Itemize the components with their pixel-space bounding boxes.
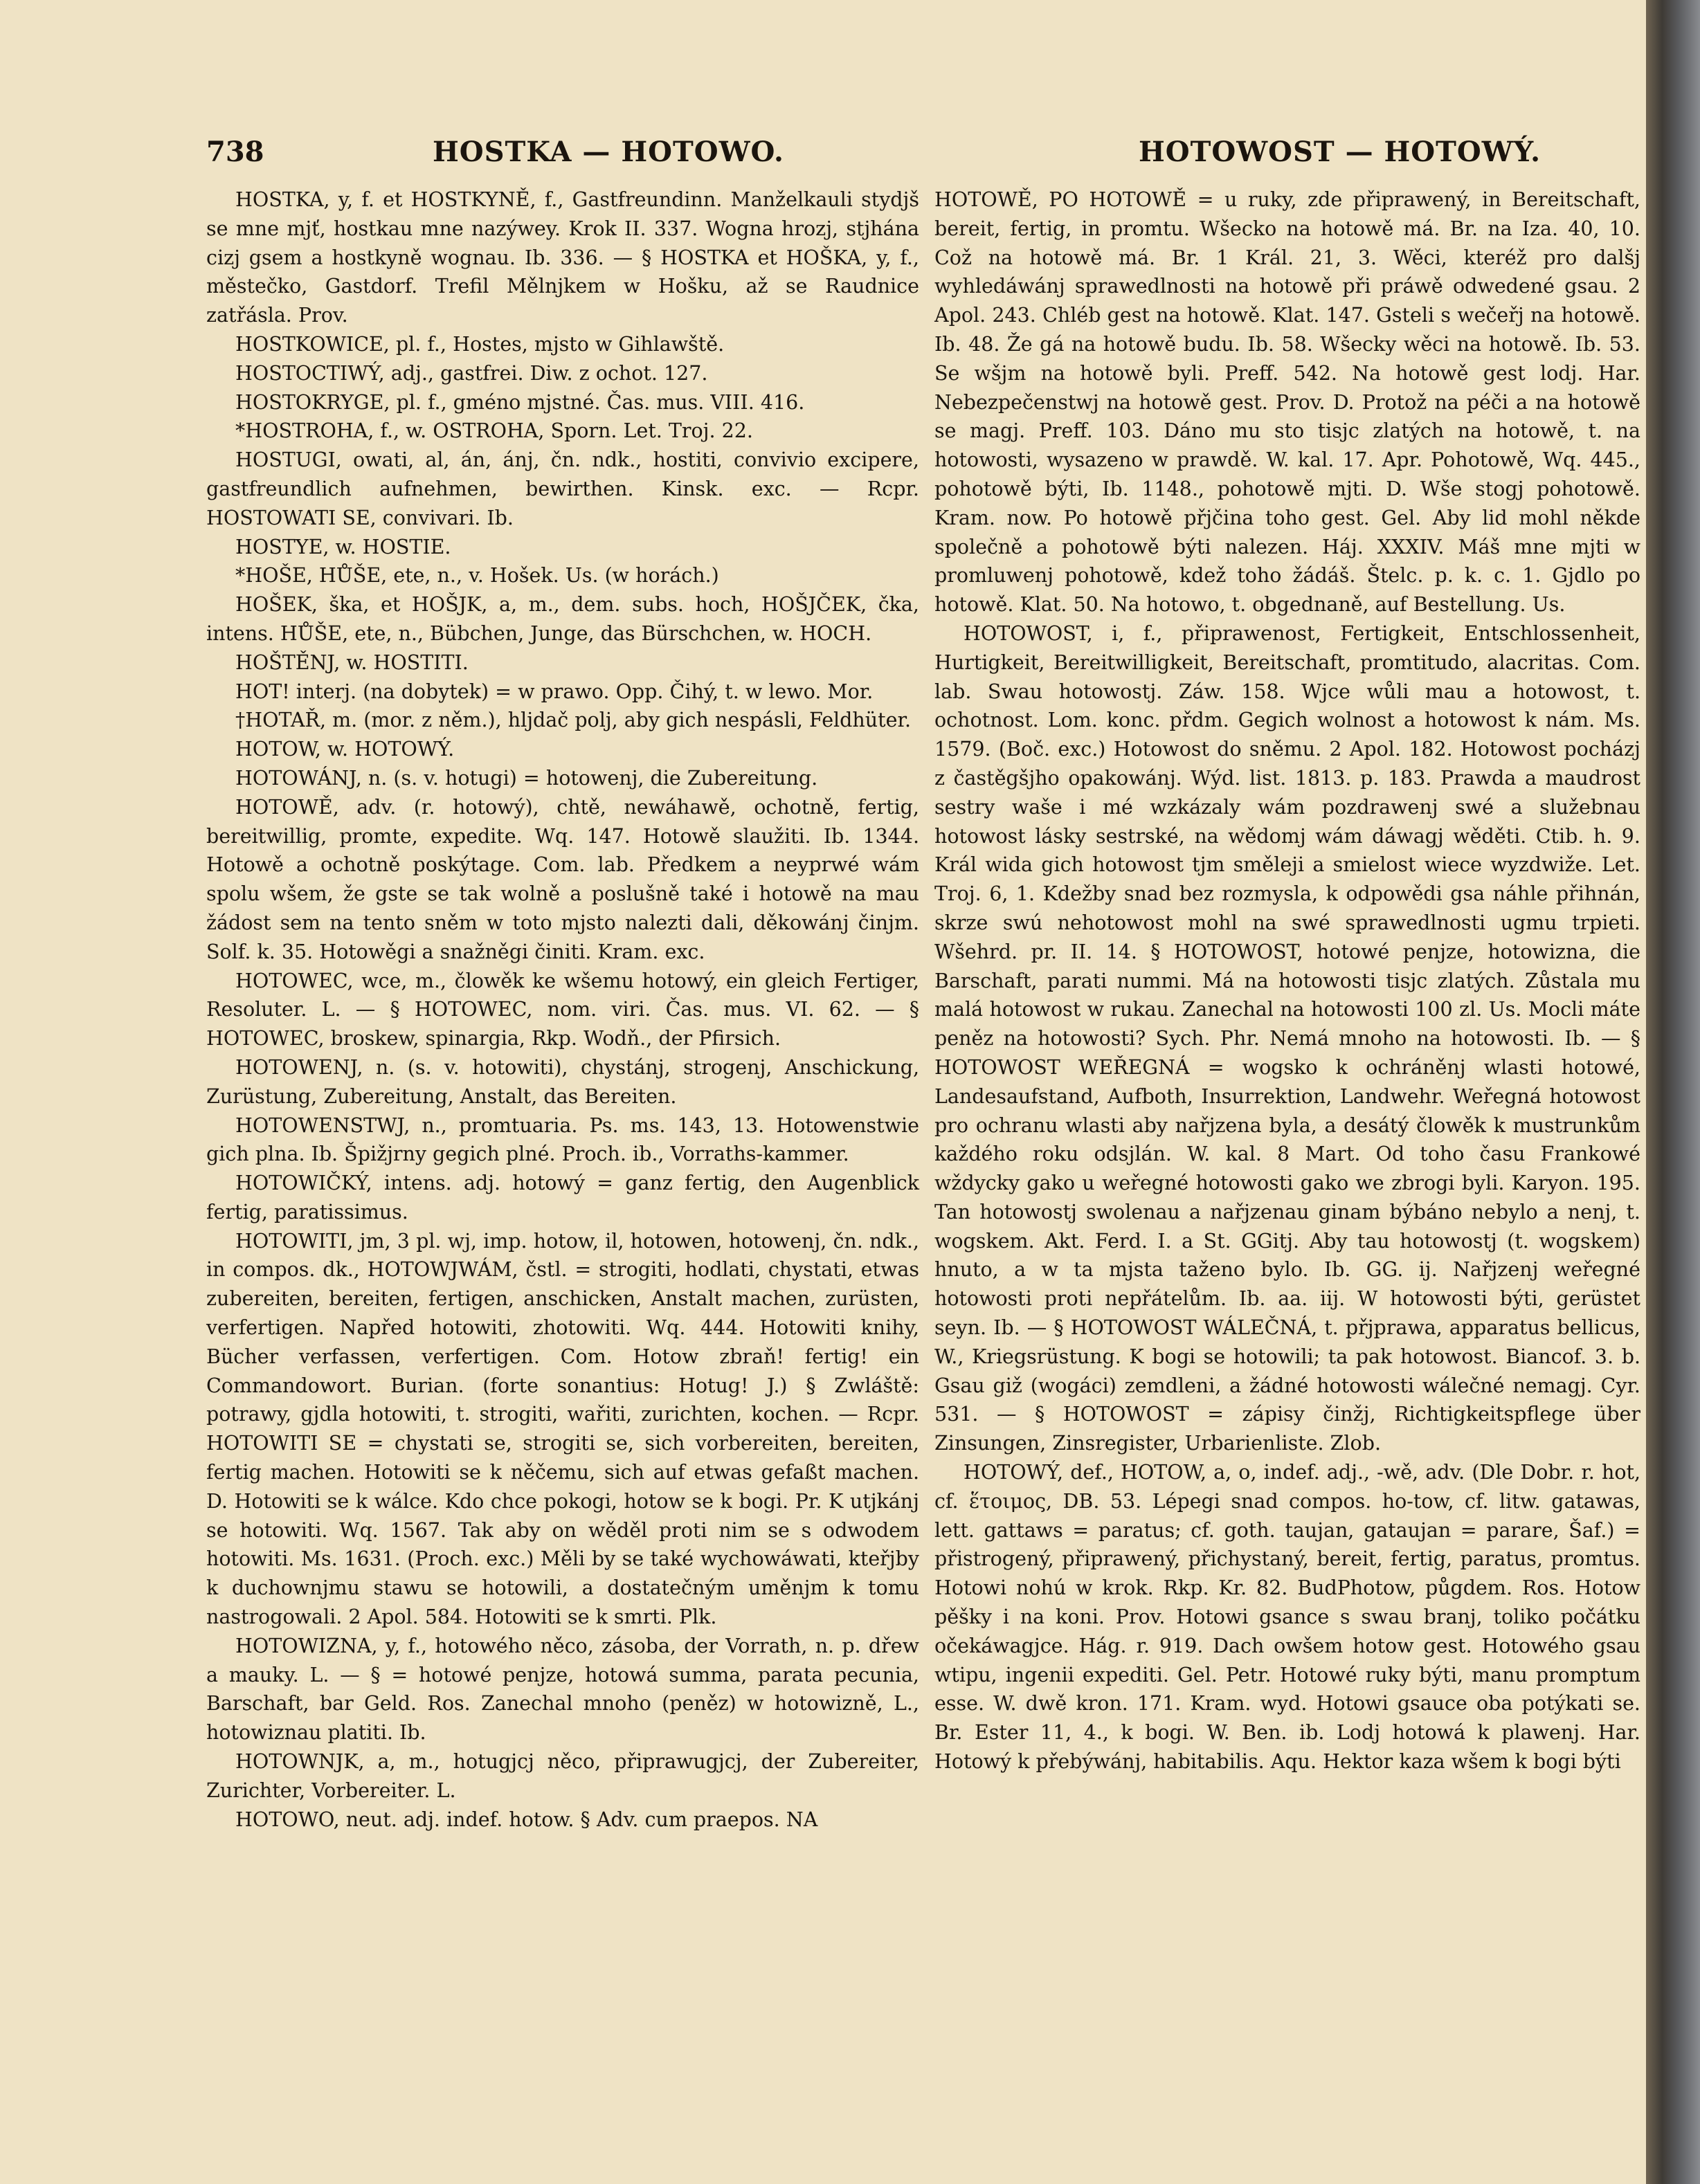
entry-hostoctiwy: HOSTOCTIWÝ, adj., gastfrei. Diw. z ochot. 127. [235,361,708,385]
entry-hostye: HOSTYE, w. HOSTIE. [235,535,451,558]
page-number: 738 [206,136,264,168]
entry-hotowicky: HOTOWIČKÝ, intens. adj. hotowý = ganz fertig, den Augenblick fertig, paratissimus. [206,1172,919,1223]
entry-hostka: HOSTKA, y, f. et HOSTKYNĚ, f., Gastfreundinn. Manželkauli stydjš se mne mjť, hostkau mne nazýwey. Krok II. 337. Wogna hrozj, stjhána cizj gsem a hostkyně wognau. Ib. 336. — § HOSTKA et HOŠKA, y, f., městečko, Gastdorf. Trefil Mělnjkem w Hošku, až se Raudnice zatřásla. Prov. [206,188,919,327]
entry-hotowenj: HOTOWENJ, n. (s. v. hotowiti), chystánj, strogenj, Anschickung, Zurüstung, Zubereitung, Anstalt, das Bereiten. [206,1055,919,1108]
entry-hotowec: HOTOWEC, wce, m., člowěk ke wšemu hotowý, ein gleich Fertiger, Resoluter. L. — § HOTOWEC, nom. viri. Čas. mus. VI. 62. — § HOTOWEC, broskew, spinargia, Rkp. Wodň., der Pfirsich. [206,969,919,1050]
entry-hose: *HOŠE, HŮŠE, ete, n., v. Hošek. Us. (w horách.) [235,564,719,588]
entry-hostroha: *HOSTROHA, f., w. OSTROHA, Sporn. Let. Troj. 22. [235,419,753,443]
page-edge-shadow [1646,0,1700,2184]
entry-hotowe: HOTOWĚ, adv. (r. hotowý), chtě, newáhawě, ochotně, fertig, bereitwillig, promte, expedite. Wq. 147. Hotowě slaužiti. Ib. 1344. Hotowě a ochotně poskýtage. Com. lab. Předkem a neyprwé wám spolu wšem, že gste se tak wolně a poslušně také i hotowě na mau žádost sem na tento sněm w toto mjsto nalezti dali, děkowánj činjm. Solf. k. 35. Hotowěgi a snažněgi činiti. Kram. exc. [206,795,919,963]
entry-hotowanj: HOTOWÁNJ, n. (s. v. hotugi) = hotowenj, die Zubereitung. [235,766,818,790]
entry-hotowiti: HOTOWITI, jm, 3 pl. wj, imp. hotow, il, hotowen, hotowenj, čn. ndk., in compos. dk., HOTOWJWÁM, čstl. = strogiti, hodlati, chystati, etwas zubereiten, bereiten, fertigen, anschicken, Anstalt machen, zurüsten, verfertigen. Napřed hotowiti, zhotowiti. Wq. 444. Hotowiti knihy, Bücher verfassen, verfertigen. Com. Hotow zbraň! fertig! ein Commandowort. Burian. (forte sonantius: Hotug! J.) § Zwláště: potrawy, gjdla hotowiti, t. strogiti, wařiti, zurichten, kochen. — Rcpr. HOTOWITI SE = chystati se, strogiti se, sich vorbereiten, bereiten, fertig machen. Hotowiti se k něčemu, sich auf etwas gefaßt machen. D. Hotowiti se k wálce. Kdo chce pokogi, hotow se k bogi. Pr. K utjkánj se hotowiti. Wq. 1567. Tak aby on wěděl proti nim se s odwodem hotowiti. Ms. 1631. (Proch. exc.) Měli by se také wychowáwati, kteřjby k duchownjmu stawu se hotowili, a dostatečným uměnjm k tomu nastrogowali. 2 Apol. 584. Hotowiti se k smrti. Plk. [206,1229,919,1629]
left-column [206,185,919,1834]
entry-hotowenstwj: HOTOWENSTWJ, n., promtuaria. Ps. ms. 143, 13. Hotowenstwie gich plna. Ib. Špižjrny gegich plné. Proch. ib., Vorraths-kammer. [206,1113,919,1166]
entry-hosek: HOŠEK, ška, et HOŠJK, a, m., dem. subs. hoch, HOŠJČEK, čka, intens. HŮŠE, ete, n., Bübchen, Junge, das Bürschchen, w. HOCH. [206,593,919,645]
entry-hostokryge: HOSTOKRYGE, pl. f., gméno mjstné. Čas. mus. VIII. 416. [235,390,805,414]
entry-hostkowice: HOSTKOWICE, pl. f., Hostes, mjsto w Gihlawště. [235,332,725,356]
entry-hotowo: HOTOWO, neut. adj. indef. hotow. § Adv. cum praepos. NA [235,1808,818,1831]
entry-hotowy: HOTOWÝ, def., HOTOW, a, o, indef. adj., -wě, adv. (Dle Dobr. r. hot, cf. ἕτοιμος, DB. 53. Lépegi snad compos. ho-tow, cf. litw. gatawas, lett. gattaws = paratus; cf. goth. taujan, gataujan = parare, Šaf.) = přistrogený, připrawený, přichystaný, bereit, fertig, paratus, promtus. Hotowi nohú w krok. Rkp. Kr. 82. BudPhotow, půgdem. Ros. Hotow pěšky i na koni. Prov. Hotowi gsance s swau branj, toliko počátku očekáwagjce. Hág. r. 919. Dach owšem hotow gest. Hotowého gsau wtipu, ingenii expediti. Gel. Petr. Hotowé ruky býti, manu promptum esse. W. dwě kron. 171. Kram. wyd. Hotowi gsauce oba potýkati se. Br. Ester 11, 4., k bogi. W. Ben. ib. Lodj hotowá k plawenj. Har. Hotowý k přebýwánj, habitabilis. Aqu. Hektor kaza wšem k bogi býti [934,1461,1640,1774]
entry-hot: HOT! interj. (na dobytek) = w prawo. Opp. Čihý, t. w lewo. Mor. [235,680,874,703]
right-running-head: HOTOWOST — HOTOWÝ. [1139,136,1541,168]
entry-hotowost: HOTOWOST, i, f., připrawenost, Fertigkeit, Entschlossenheit, Hurtigkeit, Bereitwilligkeit, Bereitschaft, promtitudo, alacritas. Com. lab. Swau hotowostj. Záw. 158. Wjce wůli mau a hotowost, t. ochotnost. Lom. konc. přdm. Gegich wolnost a hotowost k nám. Ms. 1579. (Boč. exc.) Hotowost do sněmu. 2 Apol. 182. Hotowost pocházj z častěgšjho opakowánj. Wýd. list. 1813. p. 183. Prawda a maudrost sestry waše i mé wzkázaly wám pozdrawenj swé a služebnau hotowost lásky sestrské, na wědomj wám dáwagj wěděti. Ctib. h. 9. Král wida gich hotowost tjm směleji a smielost wiece wyzdwiže. Let. Troj. 6, 1. Kdežby snad bez rozmysla, k odpowědi gsa náhle přihnán, skrze swú nehotowost mohl na swé sprawedlnosti ugmu trpieti. Wšehrd. pr. II. 14. § HOTOWOST, hotowé penjze, hotowizna, die Barschaft, parati nummi. Má na hotowosti tisjc zlatých. Zůstala mu malá hotowost w rukau. Zanechal na hotowosti 100 zl. Us. Mocli máte peněz na hotowosti? Sych. Phr. Nemá mnoho na hotowosti. Ib. — § HOTOWOST WEŘEGNÁ = wogsko k ochráněnj wlasti hotowé, Landesaufstand, Aufboth, Insurrektion, Landwehr. Weřegná hotowost pro ochranu wlasti aby nařjzena byla, a desátý člowěk k mustrunkům každého roku odsjlán. W. kal. 8 Mart. Od toho času Frankowé wždycky gako u weřegné hotowosti gako we zbrogi byli. Karyon. 195. Tan hotowostj swolenau a nařjzenau ginam býbáno nebylo a nenj, t. wogskem. Akt. Ferd. I. a St. GGitj. Aby tau hotowostj (t. wogskem) hnuto, a w ta mjsta taženo bylo. Ib. GG. ij. Nařjzenj weřegné hotowosti proti nepřátelům. Ib. aa. iij. W hotowosti býti, gerüstet seyn. Ib. — § HOTOWOST WÁLEČNÁ, t. přjprawa, apparatus bellicus, W., Kriegsrüstung. K bogi se hotowili; ta pak hotowost. Biancof. 3. b. Gsau giž (wogáci) zemdleni, a žádné hotowosti wálečné nemagj. Cyr. 531. — § HOTOWOST = zápisy činžj, Richtigkeitspflege über Zinsungen, Zinsregister, Urbarienliste. Zlob. [934,621,1640,1455]
entry-hotow: HOTOW, w. HOTOWÝ. [235,738,455,761]
entry-hotar: †HOTAŘ, m. (mor. z něm.), hljdač polj, aby gich nespásli, Feldhüter. [235,709,911,732]
entry-hotowizna: HOTOWIZNA, y, f., hotowého něco, zásoba, der Vorrath, n. p. dřew a mauky. L. — § = hotowé penjze, hotowá summa, parata pecunia, Barschaft, bar Geld. Ros. Zanechal mnoho (peněz) w hotowizně, L., hotowiznau platiti. Ib. [206,1634,919,1745]
entry-hostenj: HOŠTĚNJ, w. HOSTITI. [235,650,469,674]
entry-hotownjk: HOTOWNJK, a, m., hotugjcj něco, připrawugjcj, der Zubereiter, Zurichter, Vorbereiter. L. [206,1750,919,1802]
entry-hostugi: HOSTUGI, owati, al, án, ánj, čn. ndk., hostiti, convivio excipere, gastfreundlich aufnehmen, bewirthen. Kinsk. exc. — Rcpr. HOSTOWATI SE, convivari. Ib. [206,448,919,529]
entry-hotowo-continued: HOTOWĚ, PO HOTOWĚ = u ruky, zde připrawený, in Bereitschaft, bereit, fertig, in promtu. Wšecko na hotowě má. Br. na Iza. 40, 10. Což na hotowě má. Br. 1 Král. 21, 3. Wěci, kteréž pro dalšj wyhledáwánj sprawedlnosti na hotowě při práwě odwedené gsau. 2 Apol. 243. Chléb gest na hotowě. Klat. 147. Gsteli s wečeřj na hotowě. Ib. 48. Že gá na hotowě budu. Ib. 58. Wšecky wěci na hotowě. Ib. 53. Se wšjm na hotowě byli. Preff. 542. Na hotowě gest lodj. Har. Nebezpečenstwj na hotowě gest. Prov. D. Protož na péči a na hotowě se magj. Preff. 103. Dáno mu sto tisjc zlatých na hotowě, t. na hotowosti, wysazeno w prawdě. W. kal. 17. Apr. Pohotowě, Wq. 445., pohotowě býti, Ib. 1148., pohotowě mjti. D. Wše stogj pohotowě. Kram. now. Po hotowě přjčina toho gest. Gel. Aby lid mohl někde společně a pohotowě býti nalezen. Háj. XXXIV. Máš mne mjti w promluwenj pohotowě, kdež toho žádáš. Štelc. p. k. c. 1. Gjdlo po hotowě. Klat. 50. Na hotowo, t. obgednaně, auf Bestellung. Us. [934,188,1640,617]
left-running-head: HOSTKA — HOTOWO. [433,136,784,168]
right-column [934,185,1640,1776]
